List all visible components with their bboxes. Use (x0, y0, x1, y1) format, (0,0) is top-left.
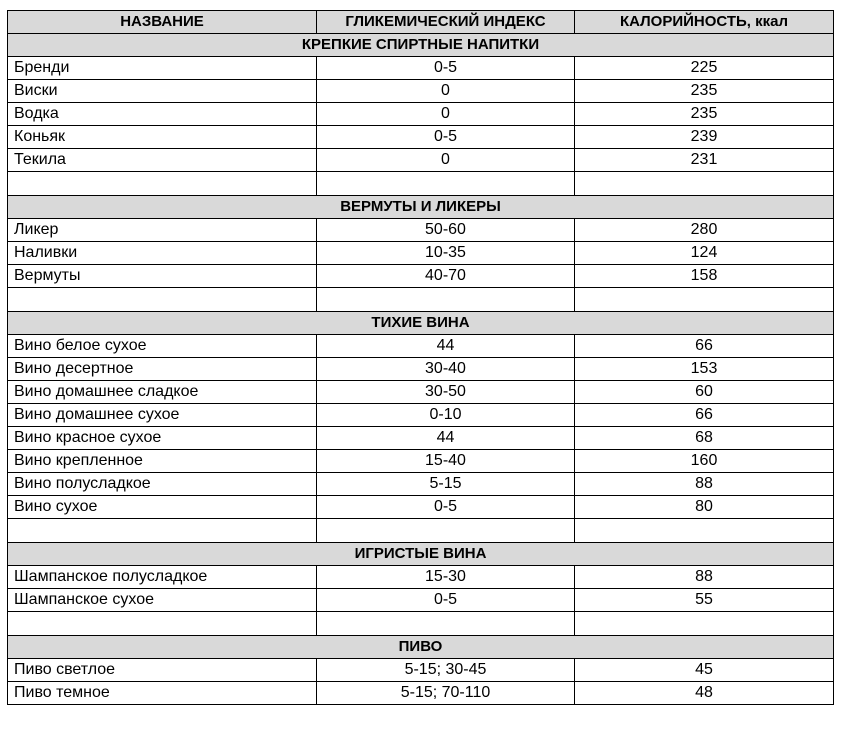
table-row (8, 335, 834, 358)
empty-cell (575, 612, 834, 636)
table-row (8, 659, 834, 682)
calories-cell: 153 (575, 358, 834, 381)
calories-cell: 68 (575, 427, 834, 450)
drink-name-cell: Вино красное сухое (8, 427, 317, 450)
glycemic-index-cell: 0 (317, 149, 575, 172)
calories-cell: 66 (575, 335, 834, 358)
calories-cell: 239 (575, 126, 834, 149)
table-row (8, 149, 834, 172)
drink-name-cell: Вермуты (8, 265, 317, 288)
category-title: ПИВО (8, 636, 834, 659)
calories-cell: 160 (575, 450, 834, 473)
glycemic-index-cell: 40-70 (317, 265, 575, 288)
table-body (8, 11, 834, 705)
table-row (8, 242, 834, 265)
table-row (8, 450, 834, 473)
empty-cell (8, 612, 317, 636)
header-calories: КАЛОРИЙНОСТЬ, ккал (575, 11, 834, 34)
glycemic-index-cell: 50-60 (317, 219, 575, 242)
calories-cell: 158 (575, 265, 834, 288)
category-title: КРЕПКИЕ СПИРТНЫЕ НАПИТКИ (8, 34, 834, 57)
calories-cell: 80 (575, 496, 834, 519)
table-row (8, 57, 834, 80)
category-title: ТИХИЕ ВИНА (8, 312, 834, 335)
calories-cell: 235 (575, 80, 834, 103)
drink-name-cell: Наливки (8, 242, 317, 265)
drink-name-cell: Шампанское полусладкое (8, 566, 317, 589)
glycemic-index-cell: 5-15 (317, 473, 575, 496)
calories-cell: 45 (575, 659, 834, 682)
empty-cell (8, 172, 317, 196)
spacer-row (8, 519, 834, 543)
empty-cell (317, 288, 575, 312)
table-row (8, 589, 834, 612)
empty-cell (575, 519, 834, 543)
glycemic-index-cell: 0 (317, 80, 575, 103)
calories-cell: 88 (575, 566, 834, 589)
table-row (8, 80, 834, 103)
table-row (8, 103, 834, 126)
empty-cell (575, 288, 834, 312)
table-row (8, 404, 834, 427)
drink-name-cell: Вино полусладкое (8, 473, 317, 496)
calories-cell: 48 (575, 682, 834, 705)
category-row (8, 34, 834, 57)
category-title: ВЕРМУТЫ И ЛИКЕРЫ (8, 196, 834, 219)
glycemic-index-cell: 10-35 (317, 242, 575, 265)
glycemic-index-cell: 5-15; 70-110 (317, 682, 575, 705)
empty-cell (317, 519, 575, 543)
table-row (8, 126, 834, 149)
header-glycemic-index: ГЛИКЕМИЧЕСКИЙ ИНДЕКС (317, 11, 575, 34)
glycemic-index-cell: 44 (317, 427, 575, 450)
drink-name-cell: Бренди (8, 57, 317, 80)
drink-name-cell: Вино белое сухое (8, 335, 317, 358)
empty-cell (317, 612, 575, 636)
glycemic-index-cell: 0-10 (317, 404, 575, 427)
calories-cell: 88 (575, 473, 834, 496)
drink-name-cell: Вино крепленное (8, 450, 317, 473)
glycemic-index-cell: 30-50 (317, 381, 575, 404)
category-row (8, 543, 834, 566)
drink-name-cell: Водка (8, 103, 317, 126)
glycemic-index-cell: 0-5 (317, 496, 575, 519)
table-row (8, 265, 834, 288)
alcohol-gi-table (7, 10, 834, 705)
glycemic-index-cell: 0 (317, 103, 575, 126)
table-row (8, 358, 834, 381)
calories-cell: 235 (575, 103, 834, 126)
calories-cell: 60 (575, 381, 834, 404)
drink-name-cell: Вино домашнее сухое (8, 404, 317, 427)
glycemic-index-cell: 0-5 (317, 57, 575, 80)
glycemic-index-cell: 0-5 (317, 589, 575, 612)
calories-cell: 55 (575, 589, 834, 612)
header-name: НАЗВАНИЕ (8, 11, 317, 34)
calories-cell: 225 (575, 57, 834, 80)
drink-name-cell: Коньяк (8, 126, 317, 149)
calories-cell: 231 (575, 149, 834, 172)
table-row (8, 566, 834, 589)
calories-cell: 66 (575, 404, 834, 427)
glycemic-index-cell: 30-40 (317, 358, 575, 381)
glycemic-index-cell: 15-30 (317, 566, 575, 589)
table-row (8, 381, 834, 404)
drink-name-cell: Виски (8, 80, 317, 103)
drink-name-cell: Вино десертное (8, 358, 317, 381)
empty-cell (317, 172, 575, 196)
category-row (8, 312, 834, 335)
table-header-row (8, 11, 834, 34)
spacer-row (8, 612, 834, 636)
empty-cell (8, 519, 317, 543)
drink-name-cell: Текила (8, 149, 317, 172)
glycemic-index-cell: 5-15; 30-45 (317, 659, 575, 682)
glycemic-index-cell: 15-40 (317, 450, 575, 473)
glycemic-index-cell: 0-5 (317, 126, 575, 149)
calories-cell: 124 (575, 242, 834, 265)
empty-cell (575, 172, 834, 196)
category-row (8, 196, 834, 219)
drink-name-cell: Шампанское сухое (8, 589, 317, 612)
table-row (8, 496, 834, 519)
drink-name-cell: Вино домашнее сладкое (8, 381, 317, 404)
drink-name-cell: Пиво темное (8, 682, 317, 705)
category-row (8, 636, 834, 659)
drink-name-cell: Вино сухое (8, 496, 317, 519)
table-row (8, 427, 834, 450)
table-row (8, 682, 834, 705)
category-title: ИГРИСТЫЕ ВИНА (8, 543, 834, 566)
drink-name-cell: Ликер (8, 219, 317, 242)
spacer-row (8, 172, 834, 196)
table-row (8, 219, 834, 242)
empty-cell (8, 288, 317, 312)
table-row (8, 473, 834, 496)
spacer-row (8, 288, 834, 312)
calories-cell: 280 (575, 219, 834, 242)
glycemic-index-cell: 44 (317, 335, 575, 358)
drink-name-cell: Пиво светлое (8, 659, 317, 682)
